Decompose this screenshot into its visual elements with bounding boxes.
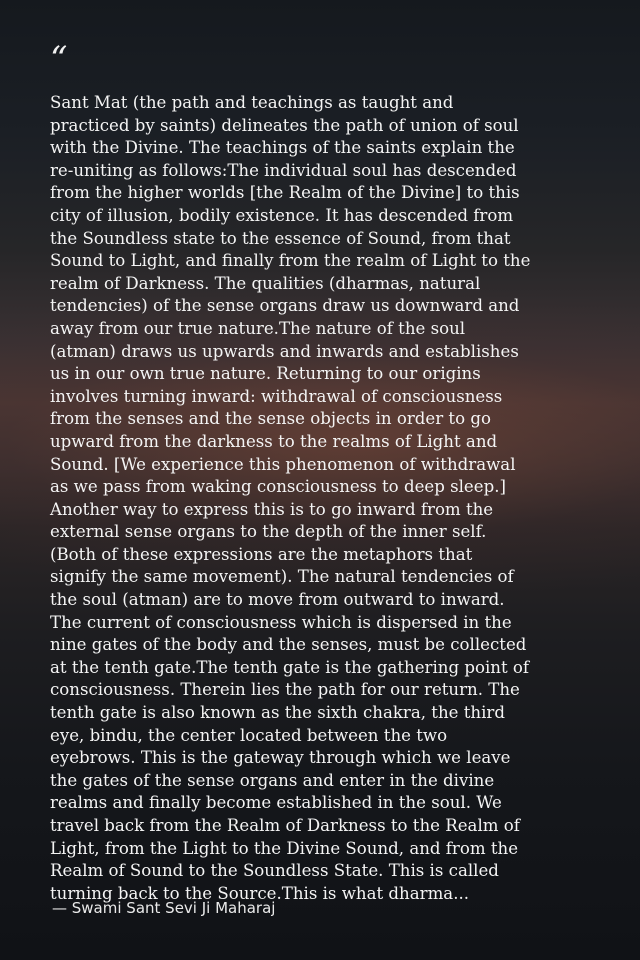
quote-line: realms and finally become established in the soul. We bbox=[50, 793, 502, 813]
quote-line: Sant Mat (the path and teachings as taught and bbox=[50, 93, 454, 112]
quote-line: tenth gate is also known as the sixth chakra, the third bbox=[50, 703, 505, 723]
quote-line: Sound to Light, and finally from the realm of Light to the bbox=[50, 251, 531, 271]
quote-line: city of illusion, bodily existence. It has descended from bbox=[50, 205, 514, 225]
quote-line: tendencies) of the sense organs draw us downward and bbox=[50, 296, 520, 316]
quote-line: Realm of Sound to the Soundless State. This is called bbox=[50, 861, 499, 881]
quote-text bbox=[50, 92, 610, 905]
quote-line: involves turning inward: withdrawal of consciousness bbox=[50, 386, 503, 406]
quote-line: us in our own true nature. Returning to our origins bbox=[50, 364, 481, 384]
quote-line: the gates of the sense organs and enter in the divine bbox=[50, 770, 495, 790]
quote-line: from the higher worlds [the Realm of the Divine] to this bbox=[50, 183, 520, 203]
quote-line: The current of consciousness which is dispersed in the bbox=[50, 612, 512, 632]
quote-line: (Both of these expressions are the metaphors that bbox=[50, 544, 473, 564]
quote-line: the Soundless state to the essence of Sound, from that bbox=[50, 228, 511, 248]
quote-author: — Swami Sant Sevi Ji Maharaj bbox=[52, 899, 276, 917]
quote-line: away from our true nature.The nature of the soul bbox=[50, 318, 466, 338]
quote-line: with the Divine. The teachings of the saints explain the bbox=[50, 138, 515, 158]
quote-line: as we pass from waking consciousness to deep sleep.] bbox=[50, 477, 506, 497]
quote-line: eyebrows. This is the gateway through which we leave bbox=[50, 748, 511, 768]
quote-line: consciousness. Therein lies the path for our return. The bbox=[50, 680, 520, 700]
quote-line: travel back from the Realm of Darkness to the Realm of bbox=[50, 816, 520, 835]
quote-line: realm of Darkness. The qualities (dharmas, natural bbox=[50, 273, 481, 293]
quote-line: Another way to express this is to go inward from the bbox=[50, 499, 494, 519]
quote-line: external sense organs to the depth of the inner self. bbox=[50, 522, 487, 542]
quote-line: at the tenth gate.The tenth gate is the gathering point of bbox=[50, 657, 530, 677]
quote-line: from the senses and the sense objects in order to go bbox=[50, 409, 491, 429]
quote-mark: “ bbox=[50, 39, 68, 79]
quote-line: the soul (atman) are to move from outward to inward. bbox=[50, 590, 505, 610]
quote-line: (atman) draws us upwards and inwards and establishes bbox=[50, 341, 519, 361]
quote-line: practiced by saints) delineates the path of union of soul bbox=[50, 115, 519, 135]
quote-line: signify the same movement). The natural tendencies of bbox=[50, 567, 514, 587]
quote-line: nine gates of the body and the senses, must be collected bbox=[50, 635, 527, 655]
quote-line: upward from the darkness to the realms of Light and bbox=[50, 431, 498, 451]
quote-line: turning back to the Source.This is what dharma... bbox=[50, 883, 470, 903]
quote-line: Sound. [We experience this phenomenon of withdrawal bbox=[50, 454, 516, 474]
quote-line: Light, from the Light to the Divine Sound, and from the bbox=[50, 838, 519, 858]
quote-line: eye, bindu, the center located between the two bbox=[50, 725, 448, 745]
quote-line: re-uniting as follows:The individual soul has descended bbox=[50, 160, 517, 180]
